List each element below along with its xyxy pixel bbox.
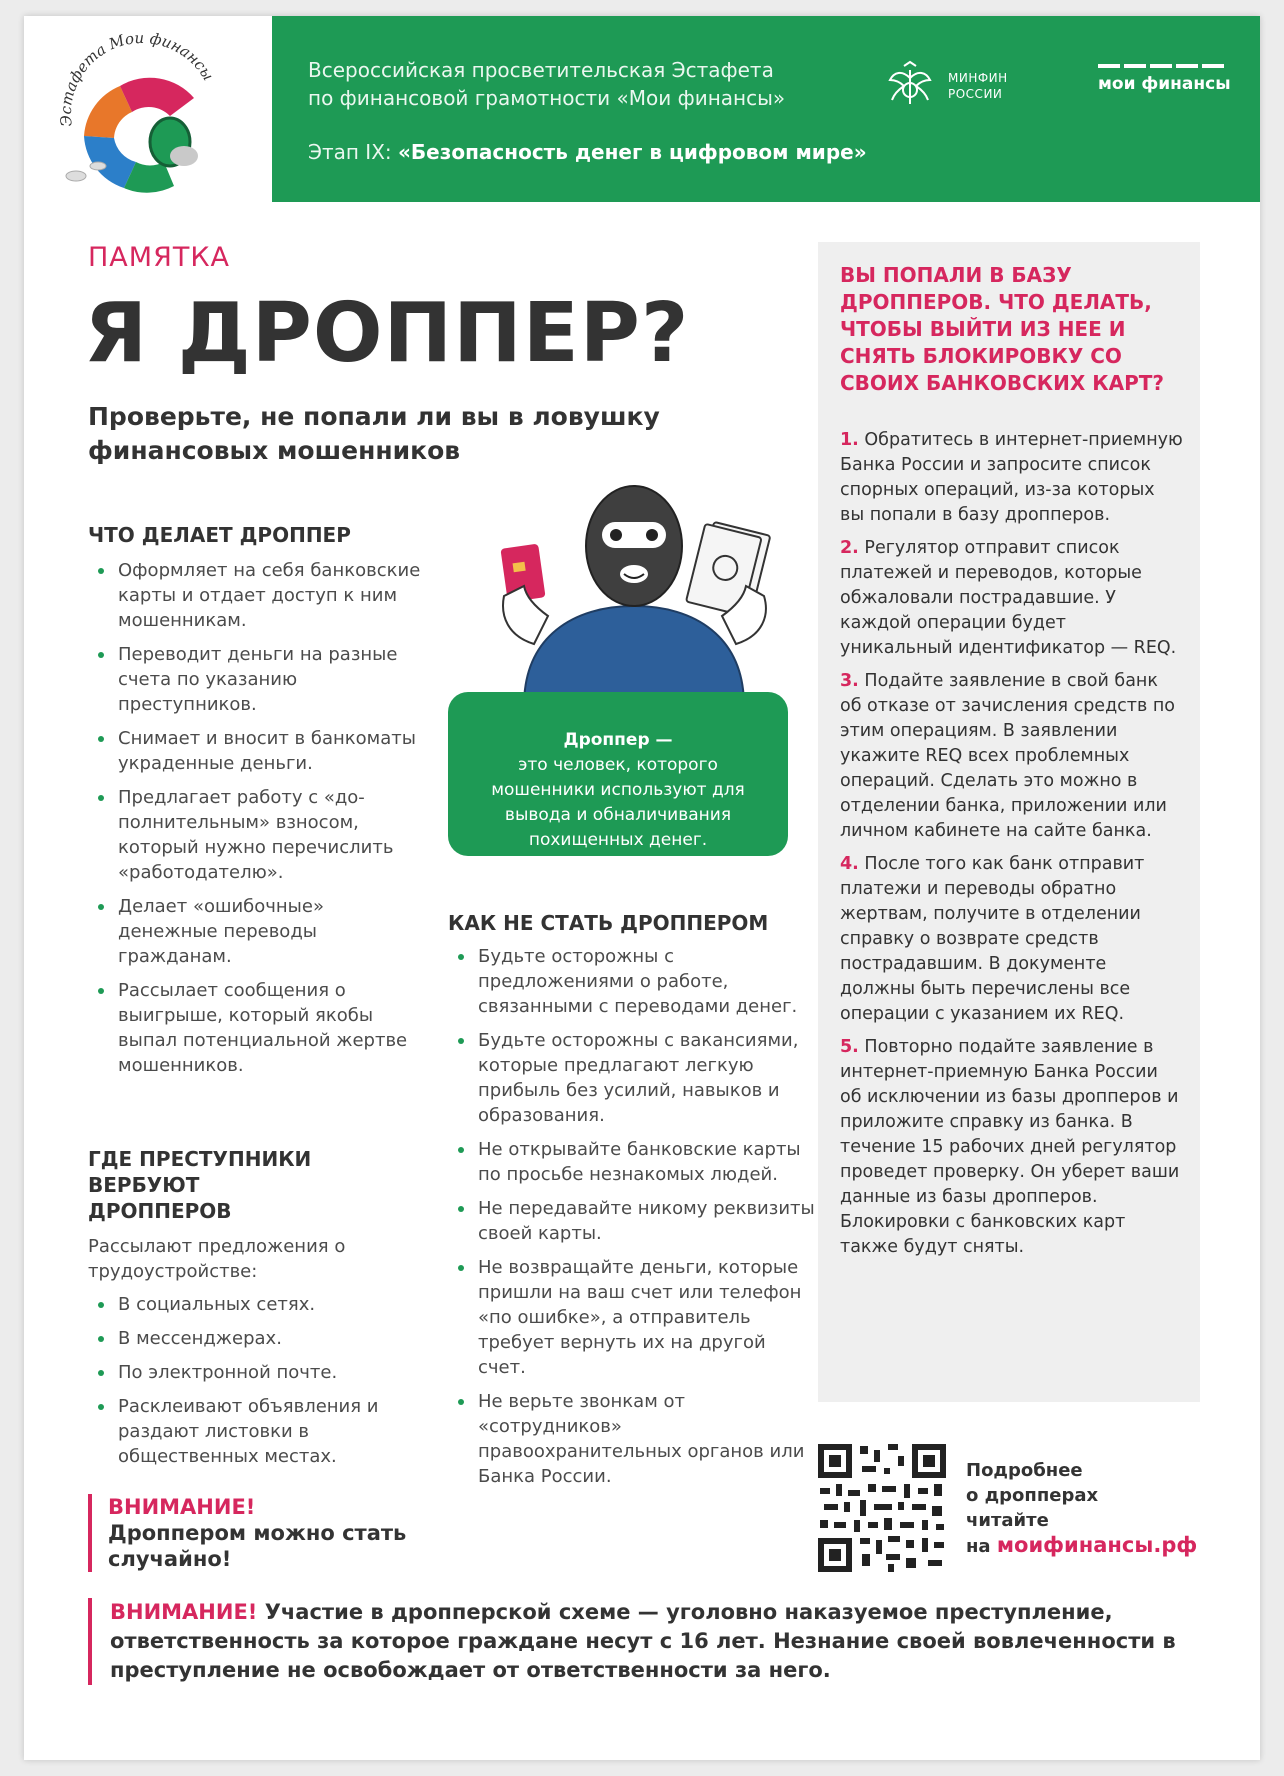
org-line-2: по финансовой грамотности «Мои финансы» (308, 86, 786, 110)
definition-term: Дроппер — (563, 730, 673, 750)
list-item: Не возвращайте деньги, которые пришли на ваш счет или телефон «по ошибке», а отправитель требует вернуть их на другой счет. (448, 1255, 818, 1380)
list-item: Оформляет на себя банковские карты и отдает доступ к ним мошенникам. (88, 558, 428, 633)
more-prefix: на (966, 1536, 997, 1557)
step-text: Обратитесь в интернет-приемную Банка России и запросите список спорных операций, из-за которых вы попали в базу дропперов. (840, 430, 1183, 525)
definition-text: это человек, которого мошенники используют для вывода и обналичивания похищенных денег. (491, 755, 745, 850)
list-item: Делает «ошибочные» денежные переводы гражданам. (88, 894, 428, 969)
more-line-2: о дропперах (966, 1485, 1099, 1506)
more-line-1: Подробнее (966, 1460, 1083, 1481)
step-number: 5. (840, 1037, 859, 1057)
step-item (840, 428, 1184, 528)
step-text: Повторно подайте заявление в интернет-приемную Банка России об исключении из базы дропперов и приложите справку из банка. В течение 15 рабочих дней регулятор проведет проверку. Он уберет ваши данные из базы дропперов. Блокировки с банковских карт также будут сняты. (840, 1037, 1180, 1257)
step-text: Подайте заявление в свой банк об отказе от зачисления средств по этим операциям. В заявлении укажите REQ всех проблемных операций. Сделать это можно в отделении банка, приложении или личном кабинете на сайте банка. (840, 671, 1176, 841)
stage-name: «Безопасность денег в цифровом мире» (398, 140, 867, 164)
attention-bottom-text: Участие в дропперской схеме — уголовно наказуемое преступление, ответственность за которое граждане несут с 16 лет. Незнание своей вовлеченности в преступление не освобождает от ответственности за него. (110, 1600, 1176, 1682)
step-item (840, 852, 1184, 1027)
header-banner (272, 16, 1260, 202)
attention-small (88, 1494, 408, 1572)
estafeta-logo-icon (24, 16, 272, 202)
step-number: 3. (840, 671, 859, 691)
step-text: После того как банк отправит платежи и переводы обратно жертвам, получите в отделении справку о возврате средств пострадавшим. В документе должны быть перечислены все операции с указанием их REQ. (840, 854, 1145, 1024)
list-item: Снимает и вносит в банкоматы украденные деньги. (88, 726, 428, 776)
section-heading: ЧТО ДЕЛАЕТ ДРОППЕР (88, 523, 351, 547)
list-item: Будьте осторожны с вакансиями, которые предлагают легкую прибыль без усилий, навыков и образования. (448, 1028, 818, 1128)
list-item: В мессенджерах. (88, 1326, 428, 1351)
subtitle-line-1: Проверьте, не попали ли вы в ловушку (88, 402, 660, 431)
step-item (840, 536, 1184, 661)
org-title (308, 56, 828, 112)
step-number: 1. (840, 430, 859, 450)
recruit-lead: Рассылают предложения о трудоустройстве: (88, 1236, 346, 1282)
stage-title (308, 140, 867, 164)
list-item: Будьте осторожны с предложениями о работе, связанными с переводами денег. (448, 944, 818, 1019)
moi-finansy-logo (1098, 64, 1231, 94)
page-title: Я ДРОППЕР? (84, 286, 690, 381)
step-item (840, 669, 1184, 844)
how-not-list (448, 944, 818, 1489)
steps-list (840, 428, 1184, 1268)
more-line-4 (966, 1533, 1197, 1559)
step-text: Регулятор отправит список платежей и переводов, которые обжаловали пострадавшие. У каждой операции будет уникальный идентификатор — REQ. (840, 538, 1177, 658)
moi-finansy-text: мои финансы (1098, 74, 1231, 94)
minfin-line-1: МИНФИН (948, 71, 1008, 85)
attention-title: ВНИМАНИЕ! (108, 1495, 256, 1519)
definition-card (448, 692, 788, 856)
more-info (966, 1458, 1197, 1559)
list-item: Расклеивают объявления и раздают листовки в общественных местах. (88, 1394, 428, 1469)
attention-text: Дроппером можно стать случайно! (108, 1521, 407, 1571)
minfin-logo (884, 60, 1008, 112)
list-item: Не верьте звонкам от «сотрудников» правоохранительных органов или Банка России. (448, 1389, 818, 1489)
logo-estafeta (24, 16, 272, 202)
list-item: По электронной почте. (88, 1360, 428, 1385)
section-how-not (448, 910, 818, 1498)
list-item: Рассылает сообщения о выигрыше, который якобы выпал потенциальной жертве мошенников. (88, 978, 428, 1078)
org-line-1: Всероссийская просветительская Эстафета (308, 58, 774, 82)
list-item: В социальных сетях. (88, 1292, 428, 1317)
subtitle (88, 400, 708, 468)
attention-bottom-title: ВНИМАНИЕ! (110, 1600, 258, 1624)
moi-finansy-lines (1098, 64, 1231, 68)
more-line-3: читайте (966, 1510, 1049, 1531)
section-heading: КАК НЕ СТАТЬ ДРОППЕРОМ (448, 911, 769, 935)
site-link[interactable]: моифинансы.рф (996, 1533, 1198, 1557)
section-heading: ГДЕ ПРЕСТУПНИКИ ВЕРБУЮТ ДРОППЕРОВ (88, 1147, 312, 1223)
step-number: 4. (840, 854, 859, 874)
double-eagle-emblem-icon (884, 60, 936, 112)
step-number: 2. (840, 538, 859, 558)
section-where-recruit (88, 1146, 428, 1478)
list-item: Не передавайте никому реквизиты своей карты. (448, 1196, 818, 1246)
recruit-list (88, 1292, 428, 1469)
masked-person-illustration-icon (464, 466, 804, 706)
poster-sheet (24, 16, 1260, 1760)
panel-question: ВЫ ПОПАЛИ В БАЗУ ДРОППЕРОВ. ЧТО ДЕЛАТЬ, ЧТОБЫ ВЫЙТИ ИЗ НЕЕ И СНЯТЬ БЛОКИРОВКУ СО СВОИХ БАНКОВСКИХ КАРТ? (840, 263, 1164, 395)
logo-arc-text: Эстафета Мои финансы (56, 28, 218, 128)
minfin-line-2: РОССИИ (948, 87, 1003, 101)
stage-prefix: Этап IX: (308, 140, 398, 164)
section-what-dropper-does (88, 522, 428, 1087)
label-pamyatka: ПАМЯТКА (88, 242, 230, 273)
list-item: Предлагает работу с «до-полнительным» взносом, который нужно перечислить «работодателю». (88, 785, 428, 885)
list-item: Не открывайте банковские карты по просьбе незнакомых людей. (448, 1137, 818, 1187)
minfin-text (948, 70, 1008, 102)
what-list (88, 558, 428, 1078)
subtitle-line-2: финансовых мошенников (88, 436, 461, 465)
step-item (840, 1035, 1184, 1260)
steps-panel (818, 242, 1200, 1402)
svg-text:Эстафета Мои финансы (57, 29, 218, 128)
list-item: Переводит деньги на разные счета по указанию преступников. (88, 642, 428, 717)
qr-code-icon[interactable] (818, 1444, 946, 1572)
attention-bottom (88, 1598, 1210, 1685)
